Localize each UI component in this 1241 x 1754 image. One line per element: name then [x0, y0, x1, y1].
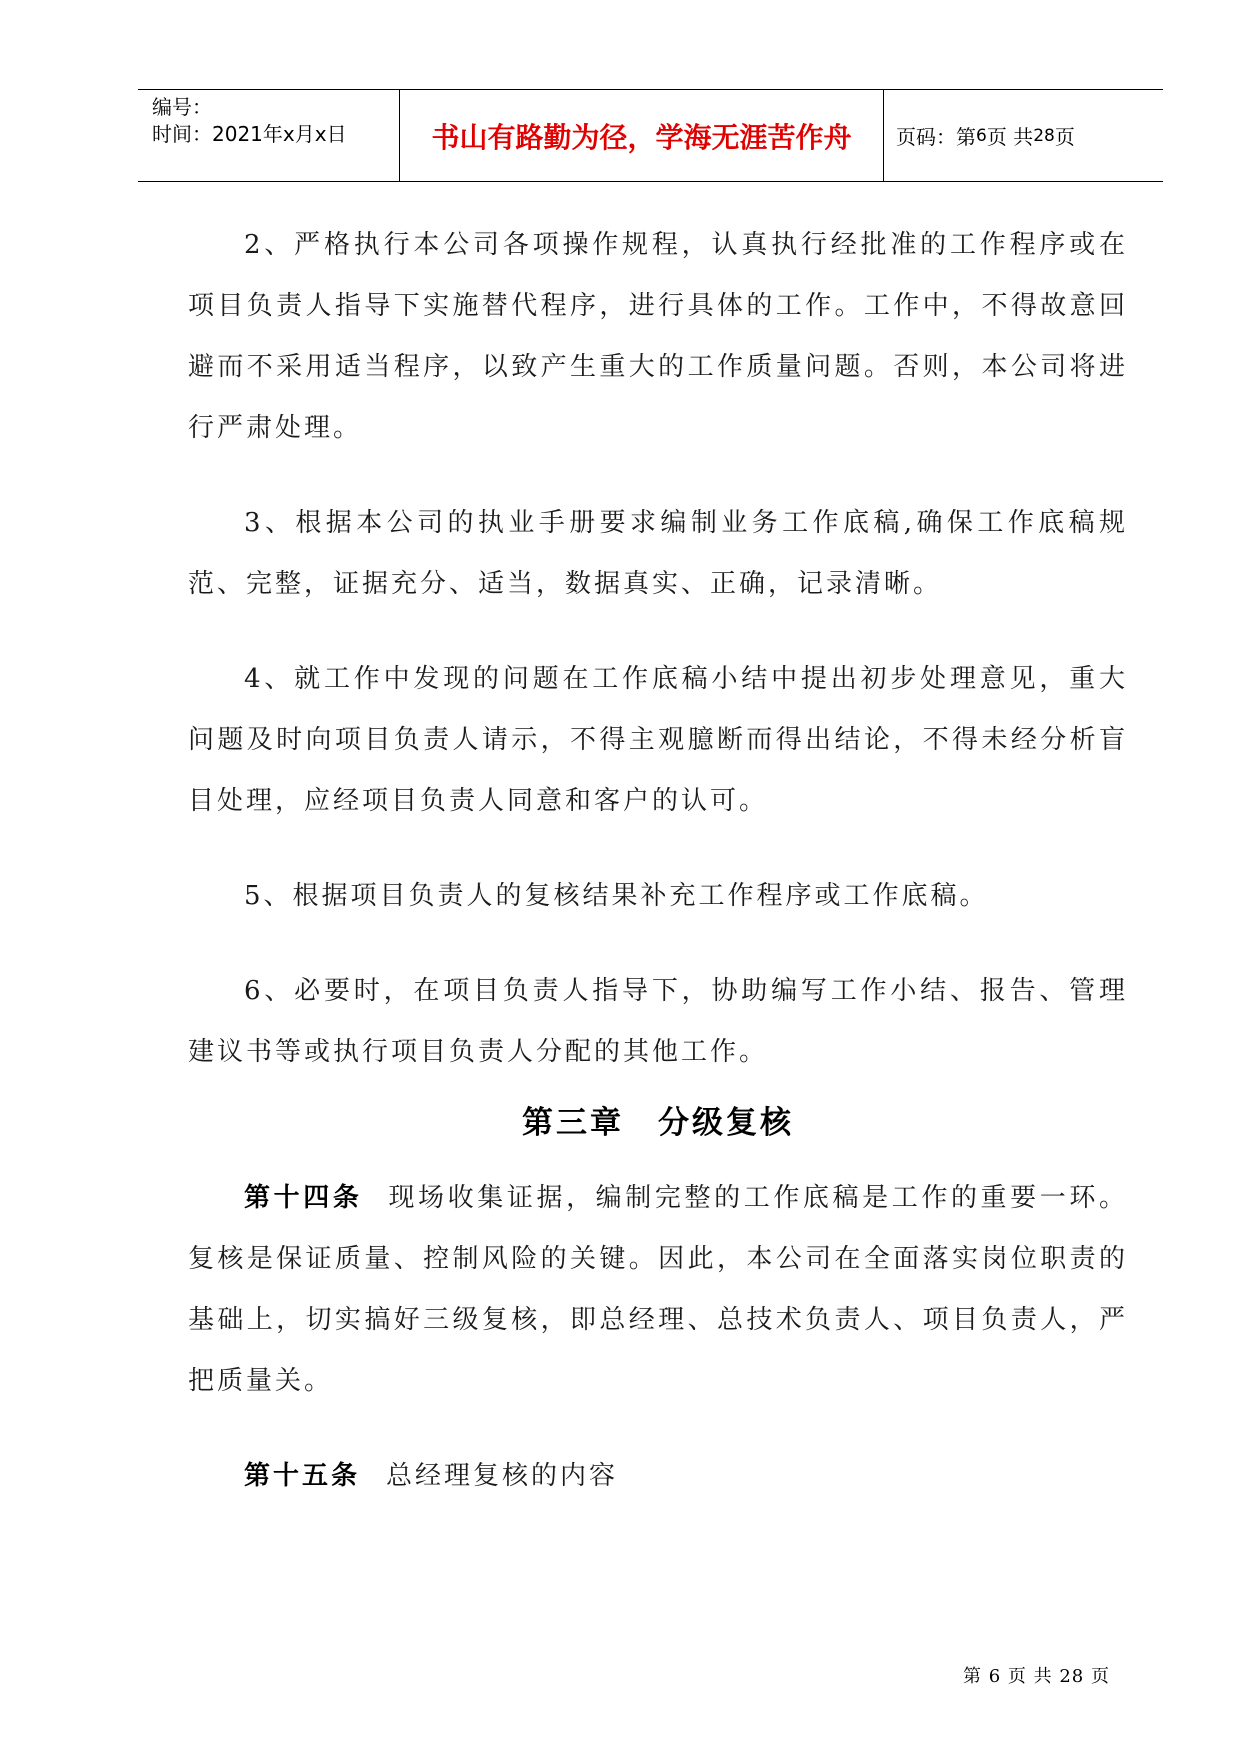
- header-motto: 书山有路勤为径，学海无涯苦作舟: [400, 90, 884, 181]
- page-prefix: 页码：第: [896, 125, 976, 149]
- header-page-info: [884, 90, 1163, 181]
- paragraph-6: 6、必要时，在项目负责人指导下，协助编写工作小结、报告、管理建议书等或执行项目负责人分配的其他工作。: [188, 976, 1128, 1067]
- paragraph-2: 2、严格执行本公司各项操作规程，认真执行经批准的工作程序或在项目负责人指导下实施替代程序，进行具体的工作。工作中，不得故意回避而不采用适当程序，以致产生重大的工作质量问题。否则，本公司将进行严肃处理。: [188, 230, 1128, 443]
- time-label: 时间：2021年x月x日: [152, 122, 347, 146]
- header-meta: [138, 90, 400, 181]
- chapter-title: 第三章 分级复核: [522, 1105, 794, 1141]
- paragraph-3: 3、根据本公司的执业手册要求编制业务工作底稿,确保工作底稿规范、完整，证据充分、适当，数据真实、正确，记录清晰。: [188, 508, 1128, 599]
- paragraph-4: 4、就工作中发现的问题在工作底稿小结中提出初步处理意见，重大问题及时向项目负责人请示，不得主观臆断而得出结论，不得未经分析盲目处理，应经项目负责人同意和客户的认可。: [188, 664, 1128, 816]
- page-number: 6: [976, 125, 987, 146]
- serial-label: 编号：: [152, 95, 212, 119]
- paragraph-5: 5、根据项目负责人的复核结果补充工作程序或工作底稿。: [244, 881, 989, 911]
- page-total: 28: [1033, 125, 1055, 146]
- page-suffix: 页: [1054, 125, 1075, 149]
- article-14-label: 第十四条: [244, 1183, 363, 1213]
- article-15-text: 总经理复核的内容: [386, 1461, 619, 1491]
- page-header: [138, 89, 1163, 182]
- page-mid: 页 共: [986, 125, 1034, 149]
- article-14-text: 现场收集证据，编制完整的工作底稿是工作的重要一环。复核是保证质量、控制风险的关键。因此，本公司在全面落实岗位职责的基础上，切实搞好三级复核，即总经理、总技术负责人、项目负责人，严把质量关。: [188, 1183, 1128, 1396]
- page-footer: 第 6 页 共 28 页: [963, 1666, 1110, 1687]
- article-14: [188, 1168, 1128, 1412]
- article-15: [188, 1446, 1128, 1507]
- document-body: [188, 215, 1128, 1507]
- article-15-label: 第十五条: [244, 1461, 361, 1491]
